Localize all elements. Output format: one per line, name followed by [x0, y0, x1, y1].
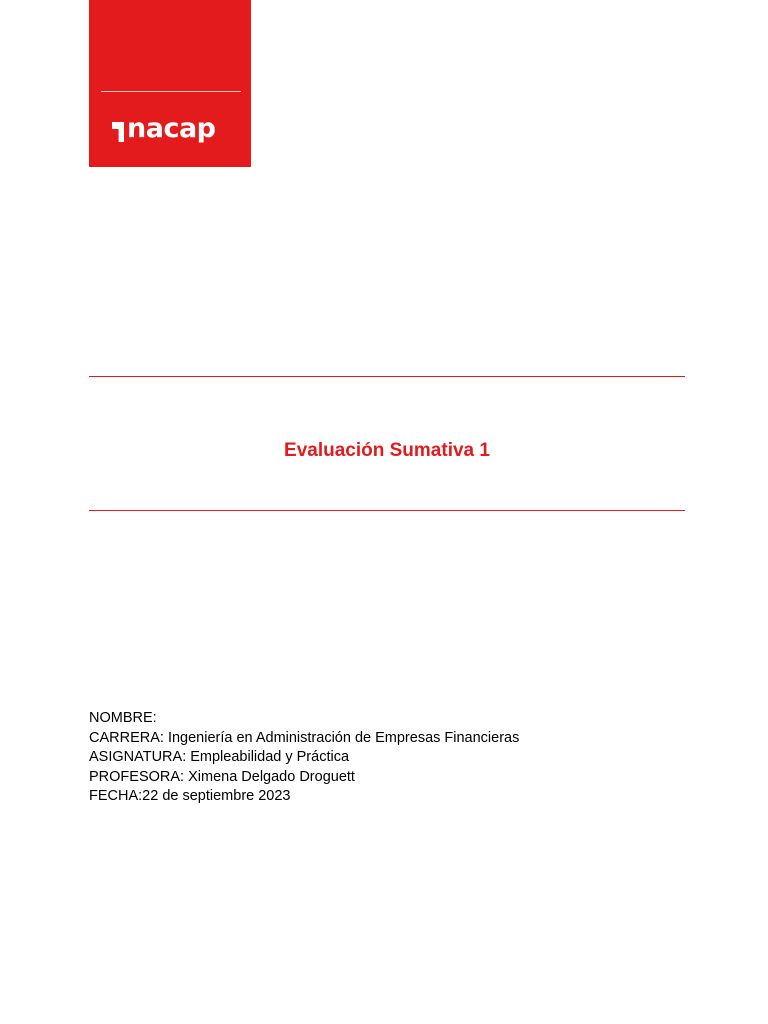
logo-text: nacap	[127, 113, 216, 144]
student-info-block	[89, 709, 519, 807]
inacap-i-icon	[112, 122, 124, 142]
carrera-line: CARRERA: Ingeniería en Administración de Empresas Financieras	[89, 729, 520, 746]
logo-mark	[112, 114, 216, 144]
asignatura-line: ASIGNATURA: Empleabilidad y Práctica	[89, 749, 350, 765]
title-bottom-rule	[89, 510, 685, 511]
document-title: Evaluación Sumativa 1	[284, 440, 490, 461]
title-top-rule	[89, 376, 685, 377]
inacap-logo	[89, 0, 251, 167]
nombre-line: NOMBRE:	[89, 710, 157, 726]
fecha-line: FECHA:22 de septiembre 2023	[89, 788, 291, 804]
profesora-line: PROFESORA: Ximena Delgado Droguett	[89, 768, 355, 785]
logo-divider	[101, 91, 241, 92]
